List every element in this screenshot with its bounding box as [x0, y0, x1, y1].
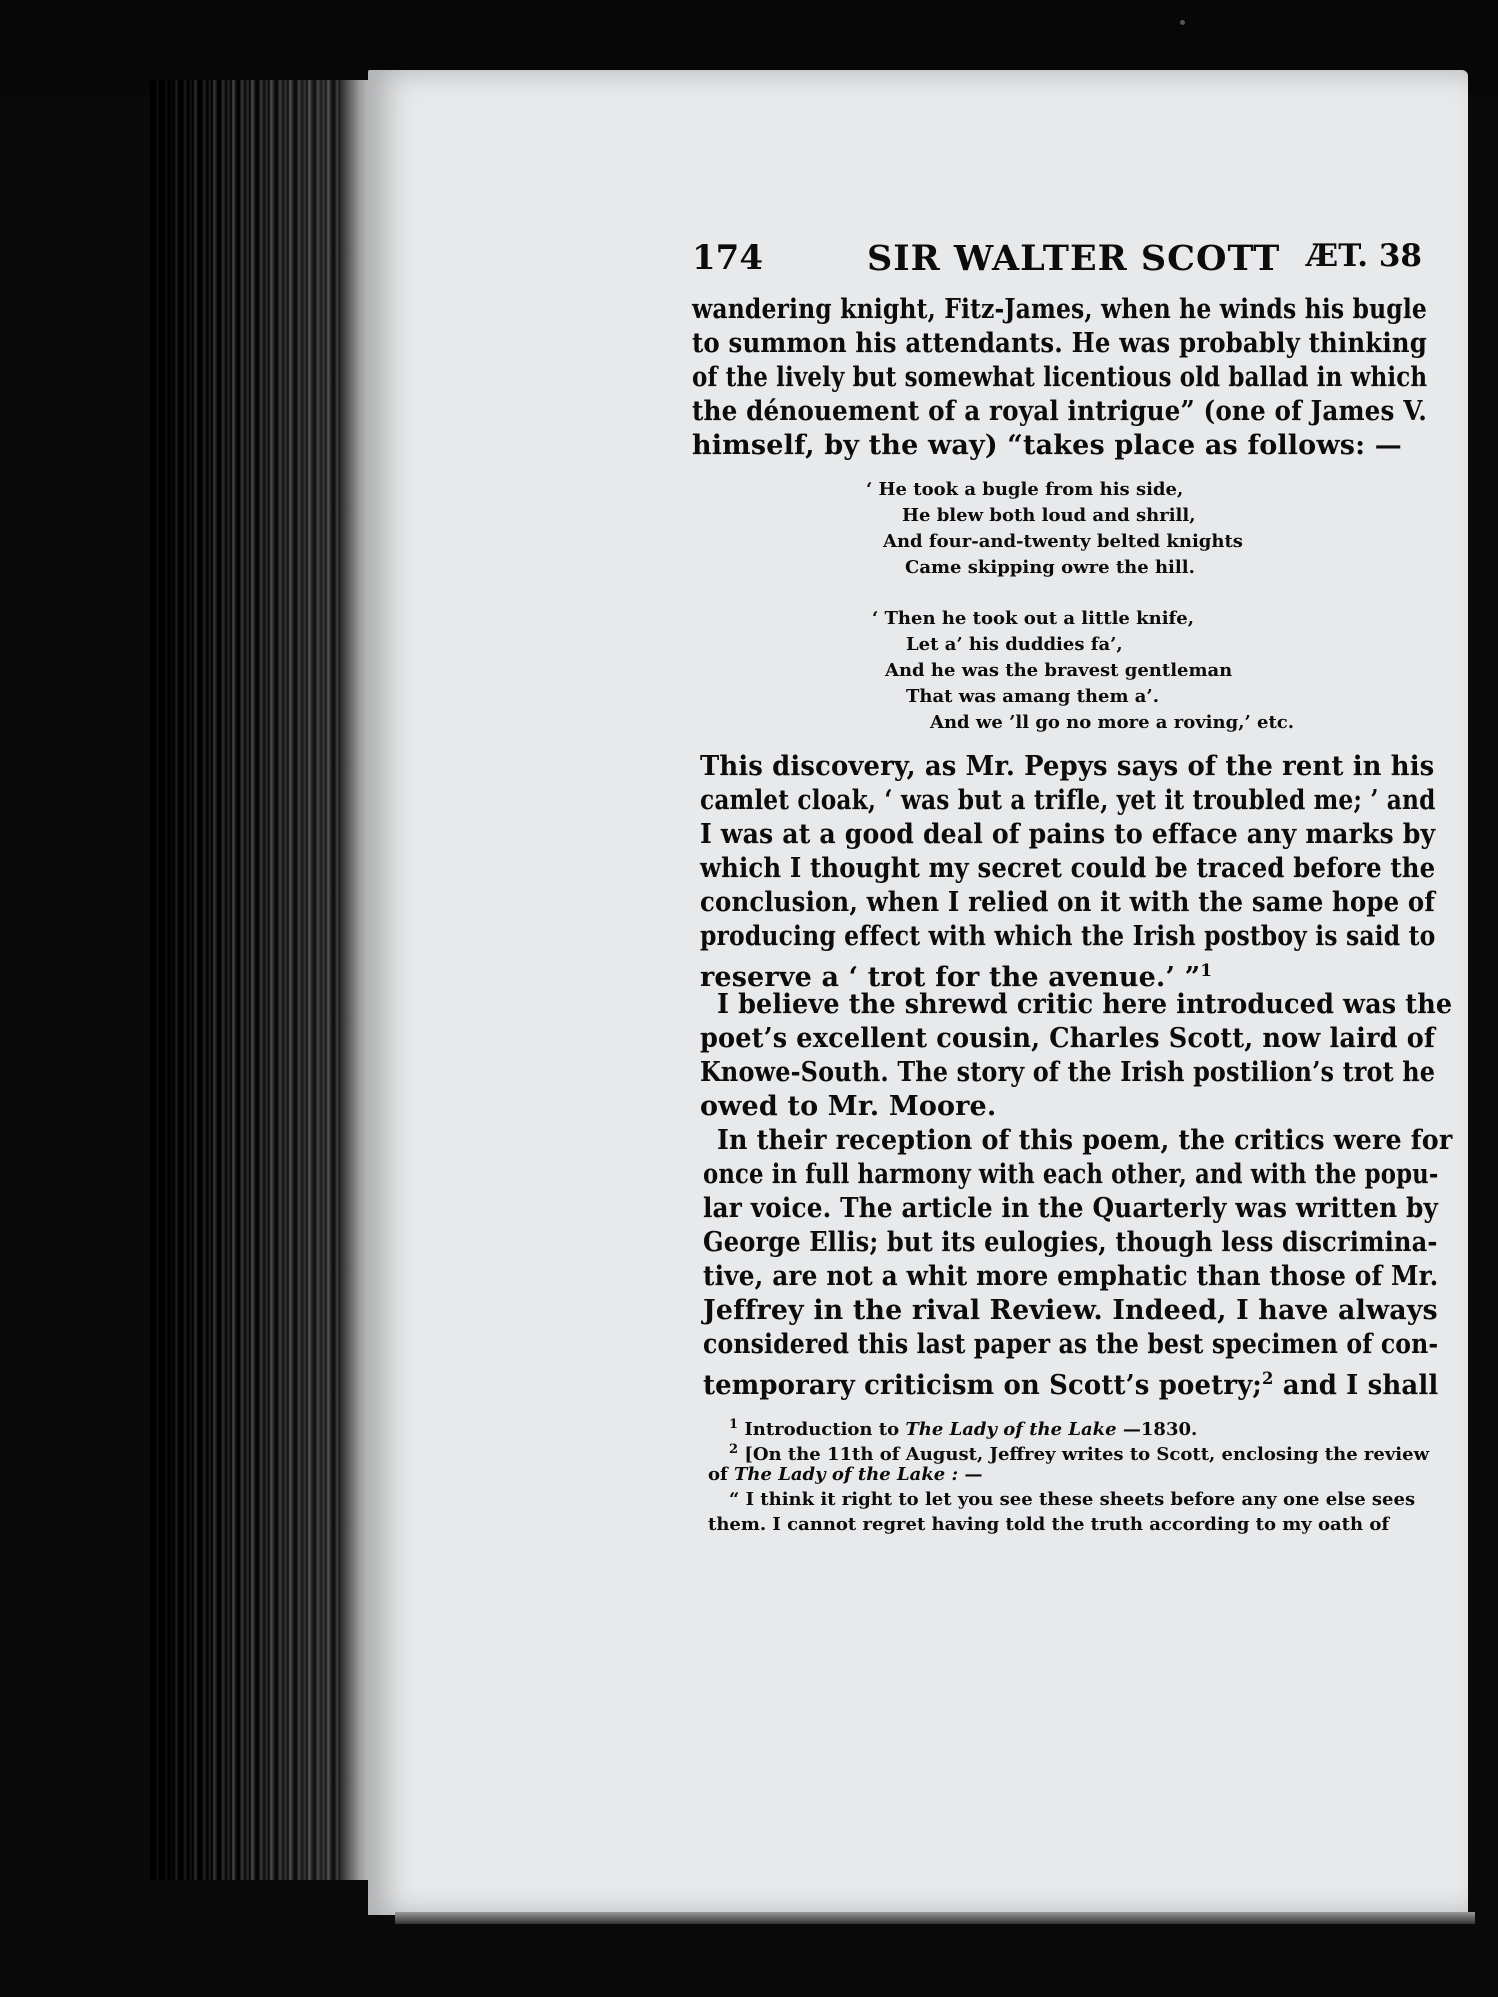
verse-line: That was amang them a’.	[906, 686, 1159, 707]
footnote-text: Introduction to	[744, 1419, 900, 1440]
text-line-tail: and I shall	[1282, 1370, 1439, 1401]
text-line: producing effect with which the Irish postboy is said to	[700, 921, 1436, 952]
dust-speck	[1180, 20, 1185, 25]
page-bottom-edge	[395, 1912, 1475, 1924]
text-line: once in full harmony with each other, and with the popu-	[703, 1159, 1439, 1190]
footnote-2-line: them. I cannot regret having told the truth according to my oath of	[708, 1514, 1390, 1535]
text-line: the dénouement of a royal intrigue” (one of James V.	[692, 396, 1427, 427]
footnote-text: of	[708, 1464, 728, 1485]
text-line: himself, by the way) “takes place as follows: —	[692, 430, 1402, 461]
text-line-content: reserve a ‘ trot for the avenue.’ ”	[700, 962, 1201, 993]
verse-line: And we ’ll go no more a roving,’ etc.	[930, 712, 1294, 733]
age-marker: ÆT. 38	[1306, 238, 1422, 274]
text-line: conclusion, when I relied on it with the same hope of	[700, 887, 1436, 918]
footnote-1	[729, 1414, 1197, 1441]
verse-line: Came skipping owre the hill.	[905, 557, 1195, 578]
footnote-title: The Lady of the Lake	[905, 1419, 1117, 1440]
text-line: which I thought my secret could be traced before the	[700, 853, 1436, 884]
text-line: This discovery, as Mr. Pepys says of the rent in his	[700, 751, 1435, 782]
verse-line: He blew both loud and shrill,	[902, 505, 1196, 526]
footnote-2-line	[708, 1464, 982, 1486]
verse-line: Let a’ his duddies fa’,	[906, 634, 1123, 655]
running-head	[692, 238, 1422, 288]
text-line: wandering knight, Fitz-James, when he winds his bugle	[692, 294, 1427, 325]
text-line	[700, 956, 1212, 993]
footnote-ref: 1	[1200, 961, 1213, 981]
text-line: poet’s excellent cousin, Charles Scott, now laird of	[700, 1023, 1436, 1054]
text-line: of the lively but somewhat licentious old ballad in which	[692, 362, 1428, 393]
text-line: lar voice. The article in the Quarterly was written by	[703, 1193, 1439, 1224]
footnote-title: The Lady of the Lake :	[734, 1464, 959, 1485]
page-number: 174	[692, 238, 763, 278]
text-line: camlet cloak, ‘ was but a trifle, yet it troubled me; ’ and	[700, 785, 1436, 816]
text-line: Jeffrey in the rival Review. Indeed, I have always	[703, 1295, 1438, 1326]
verse-line: And four-and-twenty belted knights	[883, 531, 1243, 552]
text-line: I was at a good deal of pains to efface any marks by	[700, 819, 1436, 850]
footnote-ref: 2	[1262, 1369, 1274, 1389]
text-line: to summon his attendants. He was probably thinking	[692, 328, 1427, 359]
footnote-text: [On the 11th of August, Jeffrey writes to Scott, enclosing the review	[744, 1444, 1430, 1465]
verse-line: And he was the bravest gentleman	[885, 660, 1233, 681]
footnote-2	[729, 1439, 1429, 1466]
verse-line: ‘ Then he took out a little knife,	[872, 608, 1195, 629]
page-edges-stack	[150, 80, 370, 1880]
text-line: considered this last paper as the best specimen of con-	[703, 1329, 1439, 1360]
text-line	[703, 1364, 1438, 1401]
footnote-text: —1830.	[1122, 1419, 1198, 1440]
footnote-text: —	[964, 1464, 983, 1485]
text-line: I believe the shrewd critic here introduced was the	[717, 989, 1453, 1020]
text-line: George Ellis; but its eulogies, though less discrimina-	[703, 1227, 1438, 1258]
footnote-number: 2	[729, 1442, 739, 1457]
text-line: owed to Mr. Moore.	[700, 1091, 997, 1122]
verse-line: ‘ He took a bugle from his side,	[866, 479, 1184, 500]
text-line: In their reception of this poem, the critics were for	[717, 1125, 1453, 1156]
text-line: Knowe-South. The story of the Irish postilion’s trot he	[700, 1057, 1436, 1088]
footnote-2-line: “ I think it right to let you see these sheets before any one else sees	[729, 1489, 1416, 1510]
footnote-number: 1	[729, 1417, 739, 1432]
text-line-content: temporary criticism on Scott’s poetry;	[703, 1370, 1263, 1401]
text-line: tive, are not a whit more emphatic than those of Mr.	[703, 1261, 1439, 1292]
running-title: SIR WALTER SCOTT	[867, 238, 1281, 279]
